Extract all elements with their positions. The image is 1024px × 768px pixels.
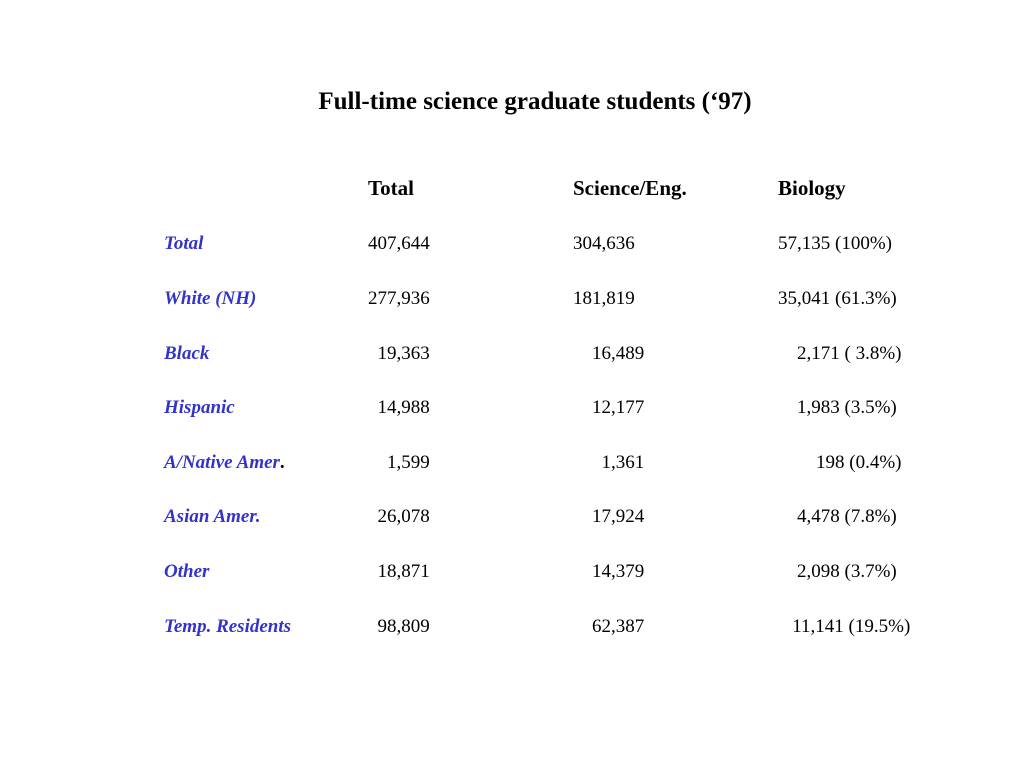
cell-science-eng: 12,177 [573,397,645,418]
cell-science-eng: 304,636 [573,233,635,254]
row-label: Hispanic [164,397,235,418]
table-row-black [0,339,1024,369]
row-label: Other [164,561,210,582]
cell-science-eng: 16,489 [573,343,645,364]
cell-science-eng: 181,819 [573,288,635,309]
column-header-biology: Biology [778,176,846,200]
table-row-total [0,229,1024,259]
table-row-hispanic [0,393,1024,423]
cell-total: 14,988 [368,397,430,418]
table-row-native-amer [0,448,1024,478]
row-label: Black [164,343,210,364]
cell-total: 98,809 [368,616,430,637]
cell-total: 19,363 [368,343,430,364]
column-header-total: Total [368,176,414,200]
table-row-asian-amer [0,502,1024,532]
page-title: Full-time science graduate students (‘97) [318,88,752,115]
cell-total: 26,078 [368,506,430,527]
cell-biology: 11,141 (19.5%) [778,616,911,637]
row-label: Asian Amer. [164,506,261,527]
column-header-science-eng: Science/Eng. [573,176,687,200]
cell-total: 277,936 [368,288,430,309]
table-row-other [0,557,1024,587]
table-row-white [0,284,1024,314]
row-label: White (NH) [164,288,257,309]
cell-science-eng: 1,361 [573,452,645,473]
cell-biology: 57,135 (100%) [778,233,892,254]
cell-biology: 35,041 (61.3%) [778,288,897,309]
cell-biology: 2,171 ( 3.8%) [778,343,902,364]
table-row-temp-residents [0,612,1024,642]
cell-science-eng: 14,379 [573,561,645,582]
cell-science-eng: 17,924 [573,506,645,527]
cell-biology: 1,983 (3.5%) [778,397,897,418]
row-label: A/Native Amer. [164,452,285,473]
cell-science-eng: 62,387 [573,616,645,637]
cell-total: 1,599 [368,452,430,473]
cell-biology: 4,478 (7.8%) [778,506,897,527]
cell-total: 18,871 [368,561,430,582]
cell-biology: 198 (0.4%) [778,452,902,473]
cell-total: 407,644 [368,233,430,254]
row-label: Temp. Residents [164,616,292,637]
cell-biology: 2,098 (3.7%) [778,561,897,582]
row-label: Total [164,233,204,254]
